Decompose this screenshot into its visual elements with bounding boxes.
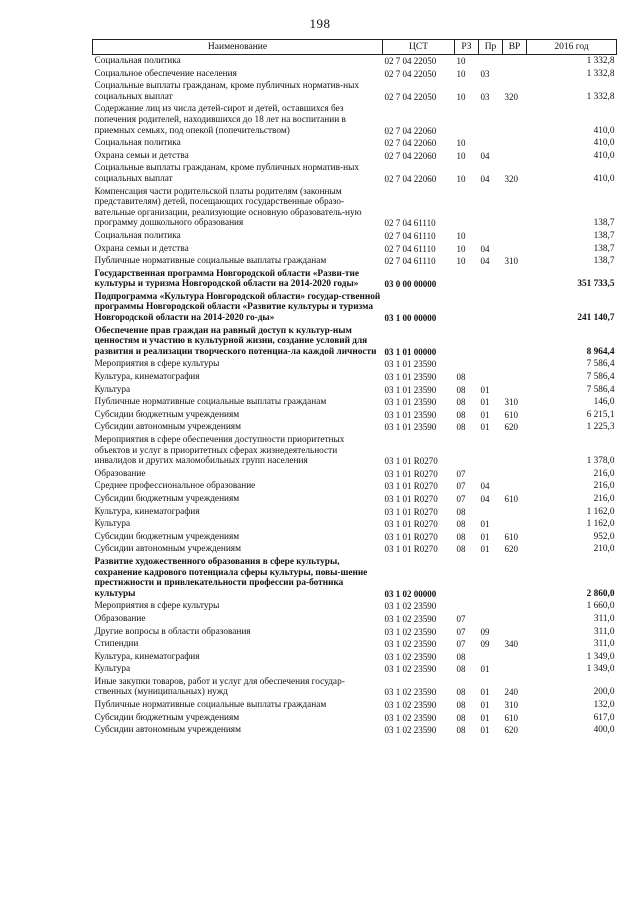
cell-pr: 04 xyxy=(480,493,490,504)
cell-rz: 07 xyxy=(456,493,466,504)
table-row xyxy=(93,712,617,725)
cell-cst: 03 0 00 00000 xyxy=(384,279,437,290)
cell-cst: 03 1 01 R0270 xyxy=(384,456,438,467)
cell-sum: 1 225,3 xyxy=(586,422,615,433)
cell-name: Подпрограмма «Культура Новгородской области» государ-ственной программы Новгородской области «Развитие культуры и туризма Новгородской области на 2014-2020 го-ды» xyxy=(94,291,381,324)
cell-vr xyxy=(503,506,527,519)
cell-pr: 04 xyxy=(480,481,490,492)
cell-sum: 1 332,8 xyxy=(586,91,615,102)
cell-pr xyxy=(479,434,503,468)
cell-cst: 03 1 02 23590 xyxy=(384,613,437,624)
table-row xyxy=(93,396,617,409)
cell-pr xyxy=(479,556,503,600)
cell-sum: 1 332,8 xyxy=(586,68,615,79)
cell-pr xyxy=(479,651,503,664)
header-vr: ВР xyxy=(503,40,527,55)
cell-name: Мероприятия в сфере обеспечения доступности приоритетных объектов и услуг в приоритетных сферах жизнедеятельности инвалидов и других маломобильных групп населения xyxy=(94,435,345,467)
cell-pr: 01 xyxy=(480,384,490,395)
cell-vr xyxy=(503,358,527,371)
cell-pr: 09 xyxy=(480,639,490,650)
cell-pr: 04 xyxy=(480,173,490,184)
cell-sum: 216,0 xyxy=(593,468,615,479)
cell-cst: 03 1 02 23590 xyxy=(384,687,437,698)
table-row xyxy=(93,543,617,556)
header-rz: РЗ xyxy=(455,40,479,55)
cell-name: Социальная политика xyxy=(94,138,181,149)
cell-vr: 620 xyxy=(504,544,518,555)
cell-cst: 02 7 04 61110 xyxy=(384,218,436,229)
cell-name: Охрана семьи и детства xyxy=(94,150,189,161)
cell-sum: 311,0 xyxy=(593,613,615,624)
table-row xyxy=(93,421,617,434)
cell-sum: 7 586,4 xyxy=(586,372,615,383)
cell-pr xyxy=(479,613,503,626)
cell-name: Мероприятия в сфере культуры xyxy=(94,601,220,612)
cell-vr: 340 xyxy=(504,639,518,650)
cell-pr xyxy=(479,600,503,613)
cell-sum: 410,0 xyxy=(593,150,615,161)
cell-cst: 03 1 02 23590 xyxy=(384,601,437,612)
cell-vr xyxy=(503,137,527,150)
table-row xyxy=(93,518,617,531)
cell-name: Охрана семьи и детства xyxy=(94,243,189,254)
table-row xyxy=(93,600,617,613)
cell-pr: 01 xyxy=(480,397,490,408)
cell-cst: 03 1 02 23590 xyxy=(384,651,437,662)
cell-name: Культура, кинематография xyxy=(94,506,200,517)
cell-vr: 320 xyxy=(504,173,518,184)
cell-cst: 03 1 00 00000 xyxy=(384,313,437,324)
cell-pr xyxy=(479,358,503,371)
cell-vr xyxy=(503,186,527,230)
cell-pr: 01 xyxy=(480,409,490,420)
cell-rz: 10 xyxy=(456,150,466,161)
table-row xyxy=(93,434,617,468)
cell-name: Компенсация части родительской платы родителям (законным представителям) детей, посещающих государственные образо-вательные организации, реализующие основную образователь-ную программу дошкольного образования xyxy=(94,186,362,229)
cell-name: Иные закупки товаров, работ и услуг для обеспечения государ-ственных (муниципальных) нужд xyxy=(94,676,345,698)
cell-pr: 01 xyxy=(480,531,490,542)
cell-sum: 1 162,0 xyxy=(586,519,615,530)
cell-name: Публичные нормативные социальные выплаты гражданам xyxy=(94,397,327,408)
cell-rz xyxy=(455,600,479,613)
cell-name: Культура, кинематография xyxy=(94,372,200,383)
cell-cst: 03 1 01 R0270 xyxy=(384,544,438,555)
cell-name: Социальная политика xyxy=(94,230,181,241)
cell-cst: 02 7 04 61110 xyxy=(384,243,436,254)
cell-cst: 03 1 01 23590 xyxy=(384,397,437,408)
cell-rz: 08 xyxy=(456,687,466,698)
cell-name: Субсидии автономным учреждениям xyxy=(94,725,241,736)
cell-sum: 216,0 xyxy=(593,493,615,504)
cell-pr xyxy=(479,137,503,150)
cell-vr: 240 xyxy=(504,687,518,698)
budget-table xyxy=(92,39,617,737)
cell-cst: 02 7 04 22060 xyxy=(384,173,437,184)
table-row xyxy=(93,613,617,626)
cell-sum: 1 349,0 xyxy=(586,651,615,662)
cell-vr: 310 xyxy=(504,700,518,711)
cell-vr: 610 xyxy=(504,493,518,504)
cell-name: Публичные нормативные социальные выплаты гражданам xyxy=(94,700,327,711)
cell-vr xyxy=(503,150,527,163)
cell-cst: 02 7 04 22050 xyxy=(384,91,437,102)
cell-rz xyxy=(455,268,479,291)
cell-rz: 10 xyxy=(456,68,466,79)
cell-cst: 03 1 01 23590 xyxy=(384,384,437,395)
cell-sum: 7 586,4 xyxy=(586,384,615,395)
table-row xyxy=(93,651,617,664)
cell-cst: 03 1 01 23590 xyxy=(384,409,437,420)
cell-pr: 04 xyxy=(480,150,490,161)
cell-pr xyxy=(479,55,503,68)
cell-name: Культура xyxy=(94,519,131,530)
cell-sum: 241 140,7 xyxy=(577,313,615,324)
cell-vr: 310 xyxy=(504,256,518,267)
cell-sum: 410,0 xyxy=(593,138,615,149)
cell-rz: 07 xyxy=(456,626,466,637)
cell-name: Обеспечение прав граждан на равный доступ к культур-ным ценностям и участию в культурной жизни, создание условий для развития и реализации творческого потенциа-ла каждой личности xyxy=(94,325,377,357)
cell-cst: 03 1 01 23590 xyxy=(384,359,437,370)
cell-rz: 08 xyxy=(456,506,466,517)
cell-name: Социальная политика xyxy=(94,56,181,66)
cell-cst: 03 1 02 23590 xyxy=(384,639,437,650)
cell-cst: 03 1 02 23590 xyxy=(384,700,437,711)
cell-cst: 02 7 04 22060 xyxy=(384,138,437,149)
cell-rz: 08 xyxy=(456,651,466,662)
cell-name: Субсидии бюджетным учреждениям xyxy=(94,712,240,723)
cell-vr: 320 xyxy=(504,91,518,102)
cell-rz xyxy=(455,186,479,230)
header-cst: ЦСТ xyxy=(383,40,455,55)
cell-name: Социальные выплаты гражданам, кроме публичных норматив-ных социальных выплат xyxy=(94,163,360,184)
cell-rz: 08 xyxy=(456,422,466,433)
cell-vr xyxy=(503,371,527,384)
cell-sum: 311,0 xyxy=(593,626,615,637)
table-row xyxy=(93,371,617,384)
cell-name: Публичные нормативные социальные выплаты гражданам xyxy=(94,256,327,267)
cell-sum: 617,0 xyxy=(593,712,615,723)
cell-vr xyxy=(503,663,527,676)
cell-sum: 1 332,8 xyxy=(586,56,615,66)
table-row xyxy=(93,468,617,481)
cell-name: Субсидии бюджетным учреждениям xyxy=(94,493,240,504)
table-row xyxy=(93,493,617,506)
table-row xyxy=(93,186,617,230)
header-pr: Пр xyxy=(479,40,503,55)
cell-sum: 1 378,0 xyxy=(586,456,615,467)
cell-name: Образование xyxy=(94,613,146,624)
table-row xyxy=(93,724,617,737)
cell-name: Культура xyxy=(94,664,131,675)
cell-cst: 03 1 01 R0270 xyxy=(384,493,438,504)
cell-pr: 04 xyxy=(480,256,490,267)
cell-sum: 210,0 xyxy=(593,544,615,555)
cell-name: Другие вопросы в области образования xyxy=(94,626,251,637)
cell-rz: 08 xyxy=(456,725,466,736)
cell-rz xyxy=(455,556,479,600)
cell-pr: 01 xyxy=(480,422,490,433)
table-row xyxy=(93,268,617,291)
cell-vr xyxy=(503,103,527,137)
cell-sum: 7 586,4 xyxy=(586,359,615,370)
cell-rz: 10 xyxy=(456,91,466,102)
cell-pr: 04 xyxy=(480,243,490,254)
cell-pr: 09 xyxy=(480,626,490,637)
cell-name: Среднее профессиональное образование xyxy=(94,481,256,492)
cell-sum: 351 733,5 xyxy=(577,279,615,290)
table-row xyxy=(93,531,617,544)
cell-cst: 02 7 04 22050 xyxy=(384,68,437,79)
cell-sum: 400,0 xyxy=(593,725,615,736)
cell-pr xyxy=(479,186,503,230)
cell-sum: 216,0 xyxy=(593,481,615,492)
cell-pr xyxy=(479,371,503,384)
table-row xyxy=(93,162,617,185)
cell-rz xyxy=(455,291,479,325)
cell-pr: 01 xyxy=(480,700,490,711)
cell-vr xyxy=(503,518,527,531)
cell-sum: 1 349,0 xyxy=(586,664,615,675)
table-row xyxy=(93,506,617,519)
cell-vr: 610 xyxy=(504,531,518,542)
cell-name: Социальные выплаты гражданам, кроме публичных норматив-ных социальных выплат xyxy=(94,81,360,102)
cell-rz: 10 xyxy=(456,243,466,254)
cell-pr: 03 xyxy=(480,91,490,102)
table-row xyxy=(93,243,617,256)
cell-cst: 02 7 04 22060 xyxy=(384,125,437,136)
table-row xyxy=(93,68,617,81)
cell-sum: 952,0 xyxy=(593,531,615,542)
page-number: 198 xyxy=(309,16,331,31)
cell-rz: 08 xyxy=(456,384,466,395)
cell-pr xyxy=(479,291,503,325)
cell-rz: 08 xyxy=(456,519,466,530)
cell-sum: 1 660,0 xyxy=(586,601,615,612)
cell-name: Образование xyxy=(94,468,146,479)
cell-rz: 07 xyxy=(456,639,466,650)
cell-cst: 03 1 02 23590 xyxy=(384,626,437,637)
table-row xyxy=(93,663,617,676)
cell-sum: 146,0 xyxy=(593,397,615,408)
cell-vr xyxy=(503,325,527,359)
cell-cst: 03 1 02 23590 xyxy=(384,725,437,736)
cell-name: Государственная программа Новгородской области «Разви-тие культуры и туризма Новгородской области на 2014-2020 годы» xyxy=(94,268,359,290)
cell-name: Субсидии автономным учреждениям xyxy=(94,544,241,555)
cell-rz: 08 xyxy=(456,700,466,711)
cell-vr: 610 xyxy=(504,712,518,723)
cell-cst: 03 1 01 R0270 xyxy=(384,481,438,492)
cell-vr: 620 xyxy=(504,422,518,433)
cell-name: Мероприятия в сфере культуры xyxy=(94,359,220,370)
cell-cst: 02 7 04 61110 xyxy=(384,230,436,241)
table-row xyxy=(93,55,617,68)
cell-sum: 6 215,1 xyxy=(586,409,615,420)
cell-name: Субсидии бюджетным учреждениям xyxy=(94,409,240,420)
table-row xyxy=(93,137,617,150)
cell-pr xyxy=(479,468,503,481)
cell-vr xyxy=(503,613,527,626)
table-row xyxy=(93,699,617,712)
cell-name: Развитие художественного образования в сфере культуры, сохранение кадрового потенциала сферы культуры, повы-шение престижности и привлекательности профессии ра-ботника культуры xyxy=(94,556,368,599)
cell-sum: 132,0 xyxy=(593,700,615,711)
table-row xyxy=(93,358,617,371)
cell-name: Стипендии xyxy=(94,639,139,650)
cell-cst: 02 7 04 61110 xyxy=(384,256,436,267)
table-row xyxy=(93,556,617,600)
cell-cst: 03 1 01 R0270 xyxy=(384,506,438,517)
cell-name: Социальное обеспечение населения xyxy=(94,68,237,79)
cell-rz xyxy=(455,103,479,137)
table-row xyxy=(93,480,617,493)
header-name: Наименование xyxy=(93,40,383,55)
cell-rz: 10 xyxy=(456,56,466,66)
cell-cst: 03 1 01 R0270 xyxy=(384,468,438,479)
cell-rz xyxy=(455,325,479,359)
cell-cst: 03 1 02 23590 xyxy=(384,712,437,723)
cell-vr xyxy=(503,480,527,493)
table-row xyxy=(93,626,617,639)
cell-vr xyxy=(503,268,527,291)
header-sum: 2016 год xyxy=(527,40,617,55)
cell-rz: 08 xyxy=(456,544,466,555)
cell-vr xyxy=(503,556,527,600)
table-row xyxy=(93,325,617,359)
table-row xyxy=(93,255,617,268)
cell-sum: 2 860,0 xyxy=(586,588,615,599)
cell-cst: 02 7 04 22060 xyxy=(384,150,437,161)
cell-cst: 03 1 01 23590 xyxy=(384,422,437,433)
cell-sum: 138,7 xyxy=(593,218,615,229)
cell-pr: 01 xyxy=(480,687,490,698)
cell-rz xyxy=(455,358,479,371)
cell-rz: 10 xyxy=(456,173,466,184)
cell-cst: 02 7 04 22050 xyxy=(384,56,437,66)
cell-rz: 08 xyxy=(456,531,466,542)
cell-rz: 10 xyxy=(456,256,466,267)
table-row xyxy=(93,384,617,397)
cell-sum: 410,0 xyxy=(593,125,615,136)
cell-vr: 610 xyxy=(504,409,518,420)
cell-vr xyxy=(503,384,527,397)
cell-sum: 8 964,4 xyxy=(586,346,615,357)
cell-rz: 08 xyxy=(456,372,466,383)
cell-sum: 410,0 xyxy=(593,173,615,184)
cell-pr xyxy=(479,230,503,243)
cell-rz xyxy=(455,434,479,468)
cell-pr xyxy=(479,103,503,137)
cell-cst: 03 1 01 R0270 xyxy=(384,519,438,530)
cell-vr xyxy=(503,230,527,243)
table-row xyxy=(93,80,617,103)
table-row xyxy=(93,291,617,325)
table-row xyxy=(93,638,617,651)
cell-pr: 01 xyxy=(480,725,490,736)
cell-vr xyxy=(503,600,527,613)
cell-sum: 200,0 xyxy=(593,687,615,698)
cell-name: Содержание лиц из числа детей-сирот и детей, оставшихся без попечения родителей, находившихся до 18 лет на воспитании в приемных семьях, под опекой (попечительством) xyxy=(94,104,346,136)
cell-vr: 310 xyxy=(504,397,518,408)
cell-pr xyxy=(479,325,503,359)
cell-sum: 138,7 xyxy=(593,243,615,254)
cell-vr xyxy=(503,651,527,664)
cell-rz: 07 xyxy=(456,468,466,479)
cell-vr xyxy=(503,468,527,481)
cell-vr xyxy=(503,626,527,639)
table-row xyxy=(93,103,617,137)
cell-rz: 10 xyxy=(456,230,466,241)
cell-sum: 1 162,0 xyxy=(586,506,615,517)
cell-name: Субсидии бюджетным учреждениям xyxy=(94,531,240,542)
cell-vr: 620 xyxy=(504,725,518,736)
cell-sum: 311,0 xyxy=(593,639,615,650)
cell-pr: 01 xyxy=(480,712,490,723)
cell-cst: 03 1 01 00000 xyxy=(384,346,437,357)
cell-pr: 01 xyxy=(480,544,490,555)
cell-vr xyxy=(503,55,527,68)
cell-vr xyxy=(503,434,527,468)
cell-rz: 08 xyxy=(456,712,466,723)
table-row xyxy=(93,409,617,422)
cell-name: Субсидии автономным учреждениям xyxy=(94,422,241,433)
cell-pr: 01 xyxy=(480,519,490,530)
cell-sum: 138,7 xyxy=(593,230,615,241)
cell-pr xyxy=(479,268,503,291)
cell-rz: 10 xyxy=(456,138,466,149)
cell-rz: 08 xyxy=(456,664,466,675)
cell-pr: 01 xyxy=(480,664,490,675)
table-header xyxy=(93,40,617,55)
table-row xyxy=(93,676,617,699)
cell-pr: 03 xyxy=(480,68,490,79)
cell-name: Культура, кинематография xyxy=(94,651,200,662)
cell-rz: 07 xyxy=(456,613,466,624)
table-row xyxy=(93,150,617,163)
cell-vr xyxy=(503,243,527,256)
cell-vr xyxy=(503,68,527,81)
table-row xyxy=(93,230,617,243)
cell-sum: 138,7 xyxy=(593,256,615,267)
cell-pr xyxy=(479,506,503,519)
cell-rz: 07 xyxy=(456,481,466,492)
cell-rz: 08 xyxy=(456,409,466,420)
cell-cst: 03 1 02 23590 xyxy=(384,664,437,675)
cell-cst: 03 1 02 00000 xyxy=(384,588,437,599)
cell-vr xyxy=(503,291,527,325)
cell-name: Культура xyxy=(94,384,131,395)
cell-cst: 03 1 01 R0270 xyxy=(384,531,438,542)
cell-rz: 08 xyxy=(456,397,466,408)
cell-cst: 03 1 01 23590 xyxy=(384,372,437,383)
table-body xyxy=(93,55,617,737)
